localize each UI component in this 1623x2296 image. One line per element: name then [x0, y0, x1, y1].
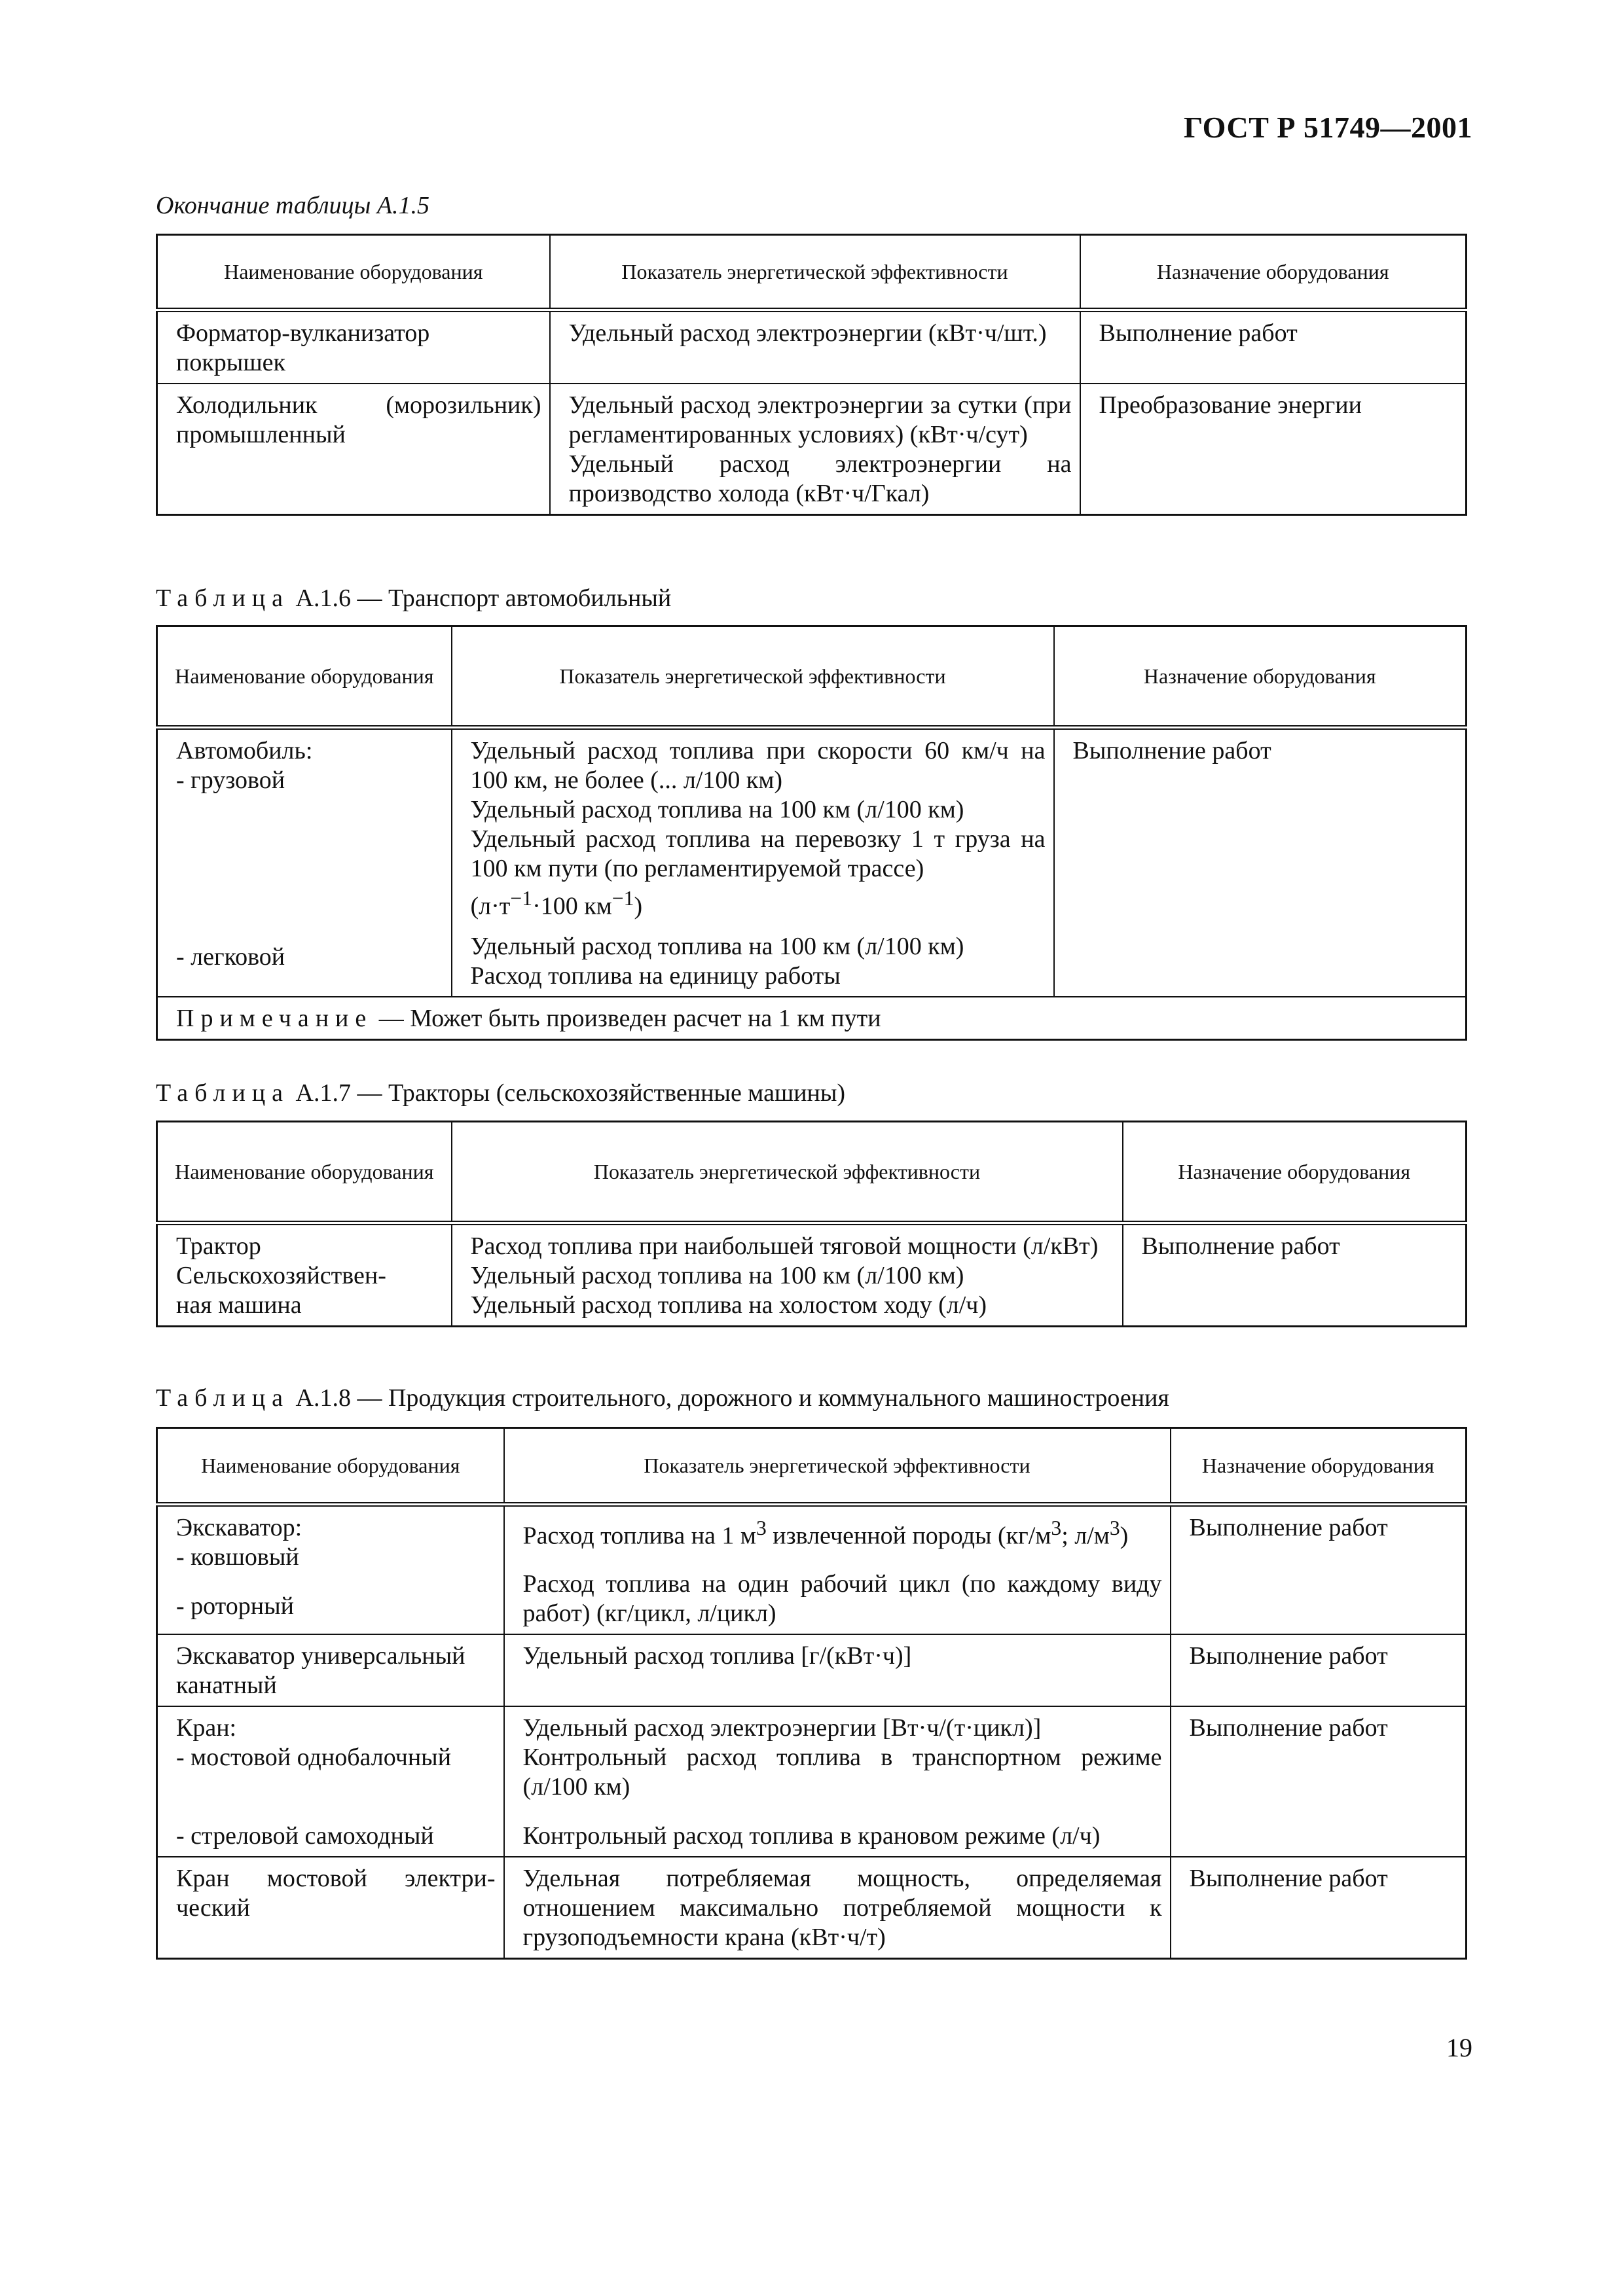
equipment-purpose: Выполнение работ — [1171, 1857, 1467, 1959]
equipment-name: Экскаватор универсальный канатный — [157, 1634, 504, 1706]
column-header: Показатель энергетической эффективности — [452, 1122, 1123, 1223]
equipment-name: Автомобиль: - грузовой - легковой — [157, 728, 452, 997]
equipment-purpose: Выполнение работ — [1171, 1634, 1467, 1706]
table-row — [157, 1505, 1467, 1634]
equipment-name: Трактор Сельскохозяйствен- ная машина — [157, 1223, 452, 1327]
equipment-name: Экскаватор: - ковшовый - роторный — [157, 1505, 504, 1634]
table-row — [157, 1857, 1467, 1959]
table-row — [157, 728, 1467, 997]
equipment-purpose: Выполнение работ — [1171, 1706, 1467, 1857]
efficiency-indicator: Удельный расход электроэнергии за сутки (при регламентированных условиях) (кВт·ч/сут) Удельный расход электроэнергии на производство холода (кВт·ч/Гкал) — [550, 384, 1080, 515]
table-a16-caption: Таблица А.1.6 — Транспорт автомобильный — [156, 584, 672, 612]
equipment-purpose: Преобразование энергии — [1080, 384, 1467, 515]
efficiency-indicator: Расход топлива на 1 $м^3$ извлеченной породы ($кг/м^3$; $л/м^3$) Расход топлива на один рабочий цикл (по каждому виду работ) (кг/цикл, л/цикл) — [504, 1505, 1171, 1634]
efficiency-indicator: Расход топлива при наибольшей тяговой мощности (л/кВт) Удельный расход топлива на 100 км (л/100 км) Удельный расход топлива на холостом ходу (л/ч) — [452, 1223, 1123, 1327]
table-a18 — [156, 1427, 1467, 1960]
equipment-purpose: Выполнение работ — [1123, 1223, 1467, 1327]
efficiency-indicator: Удельный расход топлива при скорости 60 км/ч на 100 км, не более (... л/100 км) Удельный расход топлива на 100 км (л/100 км) Удельный расход топлива на перевозку 1 т груза на 100 км пути (по регламентируемой трассе) ($л\cdot т^{-1}\cdot 100$ $км^{-1}$) Удельный расход топлива на 100 км (л/100 км) Расход топлива на единицу работы — [452, 728, 1054, 997]
table-note: Примечание — Может быть произведен расчет на 1 км пути — [157, 997, 1467, 1040]
table-row — [157, 1634, 1467, 1706]
column-header: Показатель энергетической эффективности — [550, 235, 1080, 310]
equipment-name: Кран: - мостовой однобалочный - стреловой самоходный — [157, 1706, 504, 1857]
column-header: Наименование оборудования — [157, 626, 452, 728]
column-header: Назначение оборудования — [1123, 1122, 1467, 1223]
column-header: Наименование оборудования — [157, 235, 550, 310]
efficiency-indicator: Удельный расход электроэнергии (кВт·ч/шт.) — [550, 310, 1080, 384]
table-a15 — [156, 234, 1467, 516]
table-a16 — [156, 625, 1467, 1041]
efficiency-indicator: Удельный расход топлива [г/(кВт·ч)] — [504, 1634, 1171, 1706]
table-note-row — [157, 997, 1467, 1040]
column-header: Назначение оборудования — [1054, 626, 1467, 728]
table-a15-caption: Окончание таблицы А.1.5 — [156, 192, 430, 219]
column-header: Назначение оборудования — [1080, 235, 1467, 310]
table-a17 — [156, 1121, 1467, 1327]
column-header: Показатель энергетической эффективности — [452, 626, 1054, 728]
page-number: 19 — [1446, 2033, 1472, 2062]
column-header: Назначение оборудования — [1171, 1428, 1467, 1505]
efficiency-indicator: Удельный расход электроэнергии [Вт·ч/(т·цикл)] Контрольный расход топлива в транспортном режиме (л/100 км) Контрольный расход топлива в крановом режиме (л/ч) — [504, 1706, 1171, 1857]
column-header: Наименование оборудования — [157, 1122, 452, 1223]
equipment-purpose: Выполнение работ — [1054, 728, 1467, 997]
equipment-name: Форматор-вулканизатор покрышек — [157, 310, 550, 384]
efficiency-indicator: Удельная потребляемая мощность, определяемая отношением максимально потребляемой мощности к грузоподъемности крана (кВт·ч/т) — [504, 1857, 1171, 1959]
table-row — [157, 1706, 1467, 1857]
equipment-purpose: Выполнение работ — [1080, 310, 1467, 384]
equipment-name: Кран мостовой электри-ческий — [157, 1857, 504, 1959]
column-header: Показатель энергетической эффективности — [504, 1428, 1171, 1505]
table-row — [157, 1223, 1467, 1327]
document-id: ГОСТ Р 51749—2001 — [1184, 111, 1472, 144]
table-row — [157, 310, 1467, 384]
table-a17-caption: Таблица А.1.7 — Тракторы (сельскохозяйственные машины) — [156, 1079, 846, 1107]
table-a18-caption: Таблица А.1.8 — Продукция строительного, дорожного и коммунального машиностроения — [156, 1384, 1169, 1412]
table-row — [157, 384, 1467, 515]
column-header: Наименование оборудования — [157, 1428, 504, 1505]
equipment-purpose: Выполнение работ — [1171, 1505, 1467, 1634]
equipment-name: Холодильник (морозильник) промышленный — [157, 384, 550, 515]
